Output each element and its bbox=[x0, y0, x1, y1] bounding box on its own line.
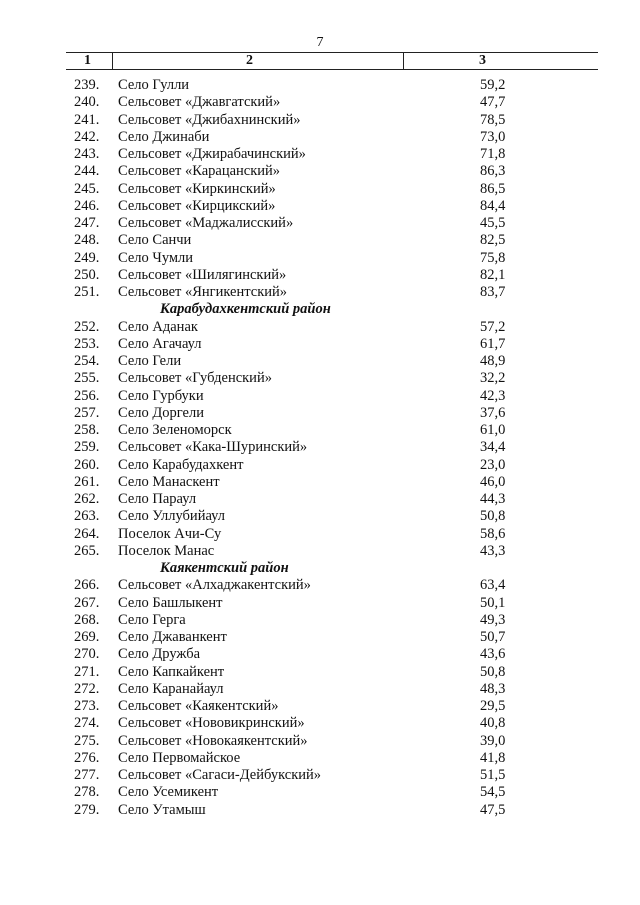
row-value: 23,0 bbox=[480, 456, 506, 473]
table-row bbox=[0, 457, 640, 474]
row-number: 243. bbox=[74, 146, 100, 162]
settlement-name: Сельсовет «Сагаси-Дейбукский» bbox=[118, 767, 322, 783]
row-number: 240. bbox=[74, 94, 100, 111]
row-value: 73,0 bbox=[480, 128, 506, 145]
table-row bbox=[0, 146, 640, 163]
row-value: 63,4 bbox=[480, 577, 506, 594]
row-number: 276. bbox=[74, 749, 100, 766]
table-row bbox=[0, 94, 640, 111]
row-number: 247. bbox=[74, 215, 100, 231]
row-number: 250. bbox=[74, 266, 100, 283]
settlement-name: Сельсовет «Нововикринский» bbox=[118, 715, 305, 732]
page-number: 7 bbox=[316, 35, 324, 50]
table-row bbox=[0, 284, 640, 301]
column-header-name: 2 bbox=[246, 53, 253, 68]
table-row bbox=[0, 733, 640, 750]
row-number: 259. bbox=[74, 439, 100, 456]
table-row bbox=[0, 767, 640, 784]
settlement-name: Село Гели bbox=[118, 353, 182, 369]
table-row bbox=[0, 267, 640, 284]
row-value: 41,8 bbox=[480, 749, 506, 766]
table-row bbox=[0, 715, 640, 732]
row-number: 244. bbox=[74, 163, 100, 180]
column-header-number: 1 bbox=[84, 53, 91, 68]
table-row bbox=[0, 77, 640, 94]
table-row bbox=[0, 181, 640, 198]
settlement-name: Село Доргели bbox=[118, 404, 204, 421]
table-row bbox=[0, 802, 640, 819]
row-number: 264. bbox=[74, 525, 100, 542]
settlement-name: Сельсовет «Губденский» bbox=[118, 370, 272, 387]
row-number: 274. bbox=[74, 715, 100, 732]
row-value: 47,5 bbox=[480, 801, 506, 818]
row-value: 48,9 bbox=[480, 353, 506, 369]
row-value: 59,2 bbox=[480, 77, 506, 93]
row-value: 82,1 bbox=[480, 266, 506, 283]
row-number: 242. bbox=[74, 128, 100, 145]
row-value: 32,2 bbox=[480, 370, 506, 387]
table-row bbox=[0, 681, 640, 698]
table-row bbox=[0, 370, 640, 387]
table-row bbox=[0, 595, 640, 612]
settlement-name: Поселок Манас bbox=[118, 542, 215, 559]
row-number: 257. bbox=[74, 404, 100, 421]
table-row bbox=[0, 336, 640, 353]
row-number: 254. bbox=[74, 353, 100, 369]
row-value: 61,0 bbox=[480, 422, 506, 438]
row-value: 39,0 bbox=[480, 732, 506, 749]
settlement-name: Село Дружба bbox=[118, 646, 201, 663]
table-body bbox=[0, 77, 640, 819]
row-number: 260. bbox=[74, 456, 100, 473]
settlement-name: Сельсовет «Джирабачинский» bbox=[118, 146, 306, 162]
row-value: 44,3 bbox=[480, 491, 506, 507]
settlement-name: Сельсовет «Янгикентский» bbox=[118, 284, 288, 300]
row-number: 267. bbox=[74, 594, 100, 611]
settlement-name: Село Санчи bbox=[118, 232, 192, 249]
settlement-name: Село Капкайкент bbox=[118, 663, 225, 680]
table-row bbox=[0, 474, 640, 491]
table-row bbox=[0, 750, 640, 767]
row-number: 258. bbox=[74, 422, 100, 438]
row-value: 49,3 bbox=[480, 611, 506, 628]
table-row bbox=[0, 163, 640, 180]
row-value: 50,8 bbox=[480, 508, 506, 525]
row-value: 47,7 bbox=[480, 94, 506, 111]
table-row bbox=[0, 629, 640, 646]
table-row bbox=[0, 543, 640, 560]
row-number: 273. bbox=[74, 698, 100, 714]
row-value: 75,8 bbox=[480, 249, 506, 266]
settlement-name: Село Манаскент bbox=[118, 473, 220, 490]
settlement-name: Село Агачаул bbox=[118, 335, 202, 352]
row-number: 271. bbox=[74, 663, 100, 680]
row-value: 50,1 bbox=[480, 594, 506, 611]
settlement-name: Сельсовет «Маджалисский» bbox=[118, 215, 294, 231]
table-row bbox=[0, 405, 640, 422]
row-number: 277. bbox=[74, 767, 100, 783]
row-number: 272. bbox=[74, 680, 100, 697]
settlement-name: Сельсовет «Каякентский» bbox=[118, 698, 279, 714]
table-row bbox=[0, 319, 640, 336]
table-row bbox=[0, 439, 640, 456]
settlement-name: Сельсовет «Шилягинский» bbox=[118, 266, 287, 283]
settlement-name: Село Герга bbox=[118, 611, 186, 628]
row-value: 82,5 bbox=[480, 232, 506, 249]
table-row bbox=[0, 353, 640, 370]
row-value: 86,3 bbox=[480, 163, 506, 180]
table-row bbox=[0, 664, 640, 681]
settlement-name: Сельсовет «Кака-Шуринский» bbox=[118, 439, 308, 456]
row-number: 262. bbox=[74, 491, 100, 507]
row-number: 266. bbox=[74, 577, 100, 594]
column-header-value: 3 bbox=[479, 53, 486, 68]
row-value: 86,5 bbox=[480, 180, 506, 197]
settlement-name: Село Усемикент bbox=[118, 784, 219, 801]
row-number: 251. bbox=[74, 284, 100, 300]
row-number: 279. bbox=[74, 801, 100, 818]
settlement-name: Село Карабудахкент bbox=[118, 456, 244, 473]
row-value: 54,5 bbox=[480, 784, 506, 801]
row-value: 42,3 bbox=[480, 387, 506, 404]
settlement-name: Село Аданак bbox=[118, 318, 198, 335]
table-row bbox=[0, 215, 640, 232]
settlement-name: Село Первомайское bbox=[118, 749, 241, 766]
settlement-name: Сельсовет «Джавгатский» bbox=[118, 94, 281, 111]
row-number: 269. bbox=[74, 629, 100, 645]
table-row bbox=[0, 112, 640, 129]
row-number: 263. bbox=[74, 508, 100, 525]
row-number: 255. bbox=[74, 370, 100, 387]
settlement-name: Село Зеленоморск bbox=[118, 422, 232, 438]
row-value: 84,4 bbox=[480, 197, 506, 214]
row-number: 245. bbox=[74, 180, 100, 197]
settlement-name: Село Параул bbox=[118, 491, 197, 507]
row-value: 46,0 bbox=[480, 473, 506, 490]
table-row bbox=[0, 129, 640, 146]
settlement-name: Сельсовет «Новокаякентский» bbox=[118, 732, 308, 749]
row-number: 252. bbox=[74, 318, 100, 335]
row-value: 37,6 bbox=[480, 404, 506, 421]
table-row bbox=[0, 698, 640, 715]
row-value: 34,4 bbox=[480, 439, 506, 456]
section-title: Карабудахкентский район bbox=[160, 301, 331, 318]
settlement-name: Село Утамыш bbox=[118, 801, 206, 818]
row-number: 253. bbox=[74, 335, 100, 352]
table-row bbox=[0, 508, 640, 525]
settlement-name: Село Каранайаул bbox=[118, 680, 224, 697]
table-header-bottom-border bbox=[66, 69, 598, 70]
table-row bbox=[0, 784, 640, 801]
row-number: 241. bbox=[74, 111, 100, 128]
settlement-name: Село Джинаби bbox=[118, 128, 210, 145]
settlement-name: Сельсовет «Джибахнинский» bbox=[118, 111, 301, 128]
row-value: 50,7 bbox=[480, 629, 506, 645]
row-number: 246. bbox=[74, 197, 100, 214]
row-value: 51,5 bbox=[480, 767, 506, 783]
row-value: 78,5 bbox=[480, 111, 506, 128]
settlement-name: Поселок Ачи-Су bbox=[118, 525, 222, 542]
row-number: 270. bbox=[74, 646, 100, 663]
settlement-name: Село Гулли bbox=[118, 77, 190, 93]
settlement-name: Село Джаванкент bbox=[118, 629, 227, 645]
table-row bbox=[0, 491, 640, 508]
section-heading bbox=[0, 301, 500, 318]
section-heading bbox=[0, 560, 500, 577]
row-number: 265. bbox=[74, 542, 100, 559]
table-header bbox=[66, 53, 598, 69]
row-value: 58,6 bbox=[480, 525, 506, 542]
row-value: 48,3 bbox=[480, 680, 506, 697]
row-value: 43,6 bbox=[480, 646, 506, 663]
row-value: 29,5 bbox=[480, 698, 506, 714]
settlement-name: Село Башлыкент bbox=[118, 594, 223, 611]
settlement-name: Село Чумли bbox=[118, 249, 194, 266]
row-number: 261. bbox=[74, 473, 100, 490]
table-row bbox=[0, 250, 640, 267]
table-row bbox=[0, 646, 640, 663]
table-row bbox=[0, 526, 640, 543]
row-number: 268. bbox=[74, 611, 100, 628]
row-number: 278. bbox=[74, 784, 100, 801]
row-value: 45,5 bbox=[480, 215, 506, 231]
row-value: 43,3 bbox=[480, 542, 506, 559]
row-value: 83,7 bbox=[480, 284, 506, 300]
row-value: 40,8 bbox=[480, 715, 506, 732]
row-value: 61,7 bbox=[480, 335, 506, 352]
row-value: 57,2 bbox=[480, 318, 506, 335]
row-number: 249. bbox=[74, 249, 100, 266]
row-number: 275. bbox=[74, 732, 100, 749]
settlement-name: Сельсовет «Карацанский» bbox=[118, 163, 281, 180]
row-number: 256. bbox=[74, 387, 100, 404]
row-value: 50,8 bbox=[480, 663, 506, 680]
settlement-name: Село Гурбуки bbox=[118, 387, 204, 404]
table-row bbox=[0, 232, 640, 249]
table-row bbox=[0, 388, 640, 405]
table-row bbox=[0, 198, 640, 215]
table-row bbox=[0, 612, 640, 629]
settlement-name: Сельсовет «Кирцикский» bbox=[118, 197, 276, 214]
table-row bbox=[0, 577, 640, 594]
table-row bbox=[0, 422, 640, 439]
row-number: 248. bbox=[74, 232, 100, 249]
row-value: 71,8 bbox=[480, 146, 506, 162]
row-number: 239. bbox=[74, 77, 100, 93]
settlement-name: Сельсовет «Алхаджакентский» bbox=[118, 577, 311, 594]
settlement-name: Сельсовет «Киркинский» bbox=[118, 180, 276, 197]
settlement-name: Село Уллубийаул bbox=[118, 508, 226, 525]
section-title: Каякентский район bbox=[160, 560, 289, 576]
